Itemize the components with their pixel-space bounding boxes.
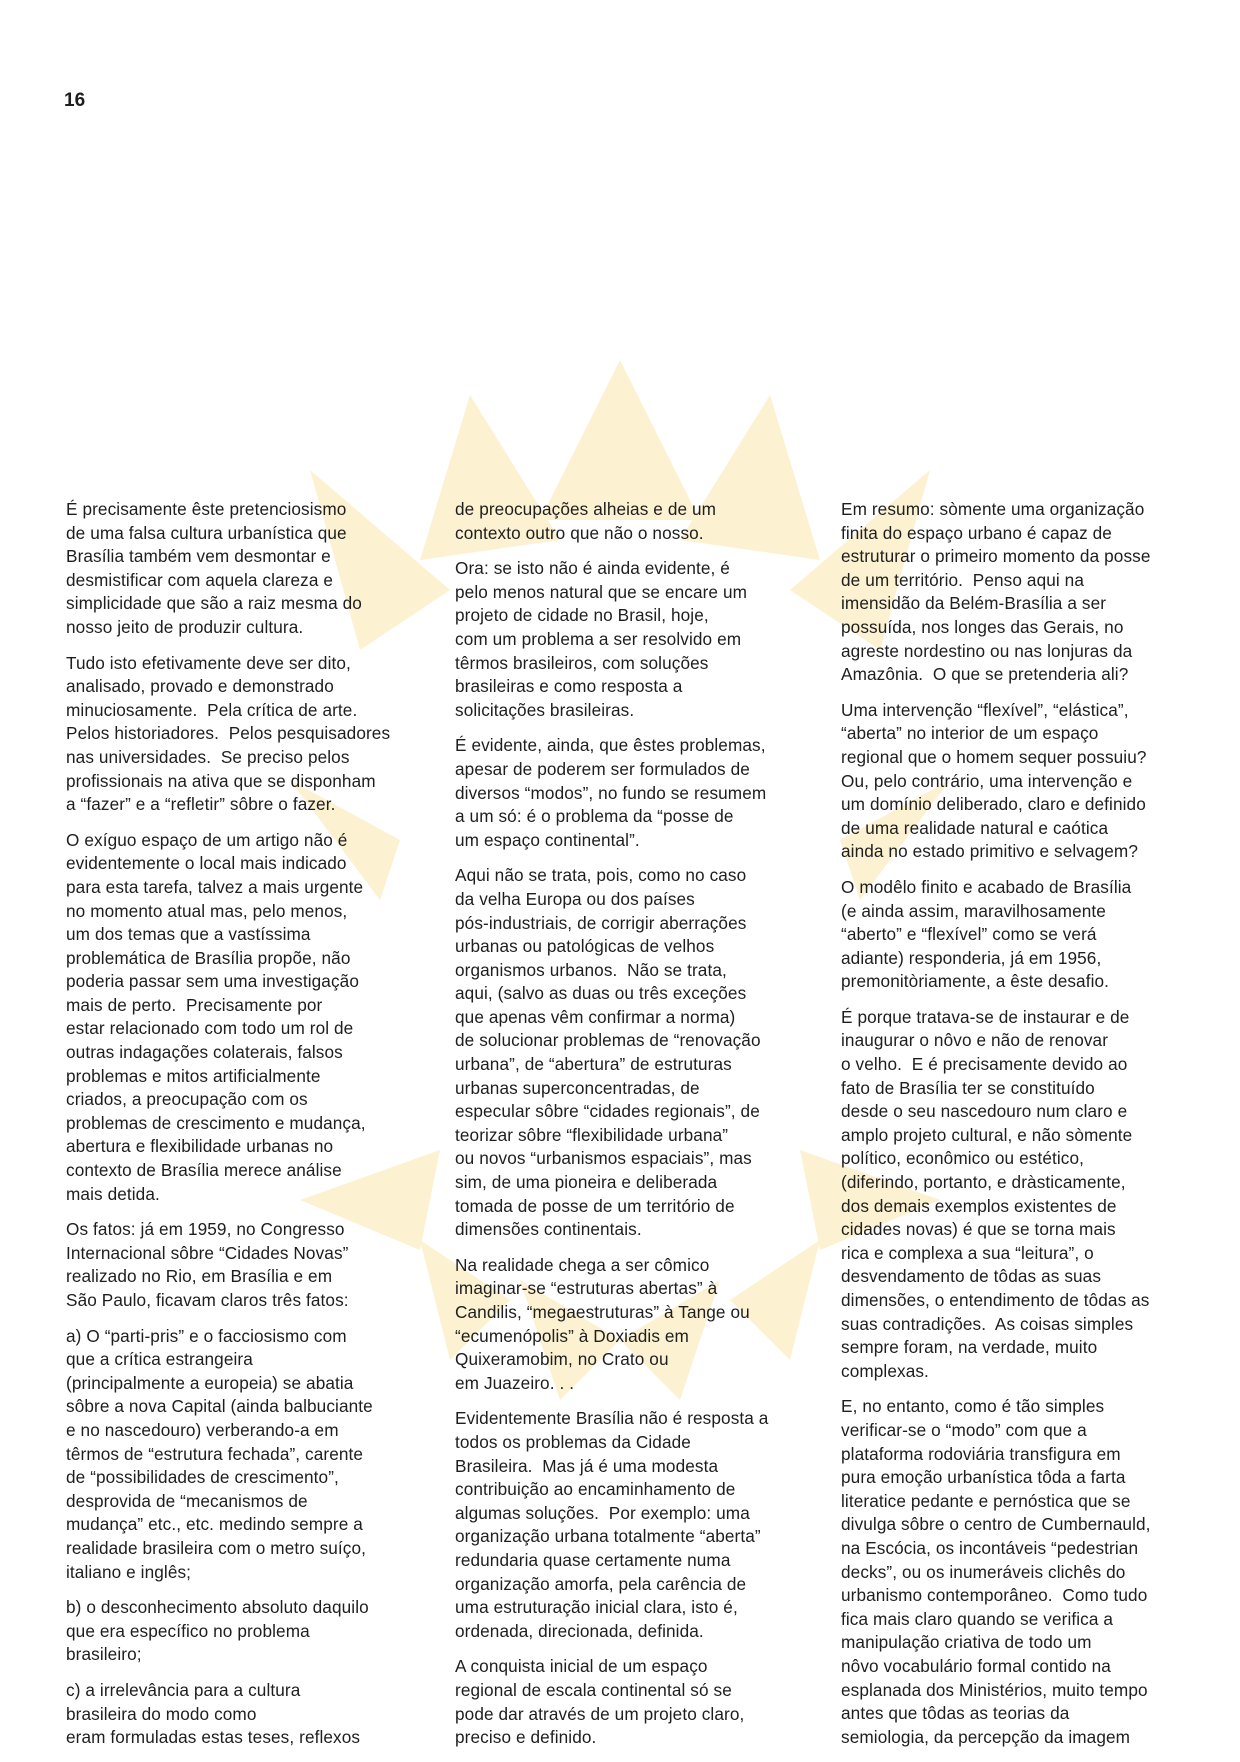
text-line: Brasileira. Mas já é uma modesta [455,1455,719,1476]
text-column-1 [66,498,411,1762]
text-line: sim, de uma pioneira e deliberada [455,1172,718,1193]
text-line: realidade brasileira com o metro suíço, [66,1537,367,1558]
text-line: problemas de crescimento e mudança, [66,1112,366,1133]
text-line: para esta tarefa, talvez a mais urgente [66,876,364,897]
text-line: Os fatos: já em 1959, no Congresso [66,1219,345,1240]
text-line: manipulação criativa de todo um [841,1632,1092,1653]
paragraph [455,1254,800,1396]
text-line: uma estruturação inicial clara, isto é, [455,1597,738,1618]
text-line: ainda no estado primitivo e selvagem? [841,841,1139,862]
text-line: de uma falsa cultura urbanística que [66,522,347,543]
text-line: Internacional sôbre “Cidades Novas” [66,1242,349,1263]
text-line: Ou, pelo contrário, uma intervenção e [841,770,1133,791]
text-line: desde o seu nascedouro num claro e [841,1101,1128,1122]
text-line: Evidentemente Brasília não é resposta a [455,1408,769,1429]
text-line: organização urbana totalmente “aberta” [455,1526,761,1547]
text-line: teorizar sôbre “flexibilidade urbana” [455,1124,729,1145]
text-line: Ora: se isto não é ainda evidente, é [455,558,730,579]
text-line: O modêlo finito e acabado de Brasília [841,876,1132,897]
paragraph [66,1218,411,1312]
text-line: c) a irrelevância para a cultura [66,1679,301,1700]
text-line: fica mais claro quando se verifica a [841,1608,1114,1629]
text-line: a) O “parti-pris” e o facciosismo com [66,1325,347,1346]
text-line: imaginar-se “estruturas abertas” à [455,1278,718,1299]
text-line: “ecumenópolis” à Doxiadis em [455,1325,689,1346]
text-line: O exíguo espaço de um artigo não é [66,829,348,850]
text-line: semiologia, da percepção da imagem [841,1726,1131,1747]
text-line: mais detida. [66,1183,160,1204]
text-line: brasileiro; [66,1644,142,1665]
text-line: adiante) responderia, já em 1956, [841,947,1102,968]
paragraph [841,498,1186,687]
text-column-2 [455,498,800,1762]
text-line: criados, a preocupação com os [66,1089,308,1110]
text-line: um dos temas que a vastíssima [66,924,311,945]
text-line: Pelos historiadores. Pelos pesquisadores [66,723,391,744]
text-line: profissionais na ativa que se disponham [66,770,376,791]
paragraph [841,1395,1186,1749]
text-line: realizado no Rio, em Brasília e em [66,1266,333,1287]
text-line: de preocupações alheias e de um [455,499,717,519]
text-line: agreste nordestino ou nas lonjuras da [841,640,1133,661]
text-line: de solucionar problemas de “renovação [455,1030,761,1051]
text-line: têrmos brasileiros, com soluções [455,652,709,673]
text-line: de “possibilidades de crescimento”, [66,1467,339,1488]
text-line: finita do espaço urbano é capaz de [841,522,1112,543]
text-line: redundaria quase certamente numa [455,1549,731,1570]
paragraph [66,498,411,640]
text-line: sôbre a nova Capital (ainda balbuciante [66,1396,373,1417]
text-line: estar relacionado com todo um rol de [66,1018,354,1039]
paragraph [66,1325,411,1585]
text-line: especular sôbre “cidades regionais”, de [455,1101,760,1122]
text-line: decks”, ou os inumeráveis clichês do [841,1561,1126,1582]
text-line: político, econômico ou estético, [841,1148,1085,1169]
text-line: italiano e inglês; [66,1561,192,1582]
text-line: estruturar o primeiro momento da posse [841,546,1151,567]
paragraph [841,876,1186,994]
text-line: Aqui não se trata, pois, como no caso [455,865,747,886]
paragraph [455,557,800,722]
text-line: brasileiras e como resposta a [455,676,683,697]
page-number: 16 [64,90,86,111]
text-line: esplanada dos Ministérios, muito tempo [841,1679,1148,1700]
text-line: A conquista inicial de um espaço [455,1656,708,1677]
text-line: contribuição ao encaminhamento de [455,1479,736,1500]
text-line: preciso e definido. [455,1727,597,1748]
text-line: todos os problemas da Cidade [455,1431,691,1452]
paragraph [66,1679,411,1750]
text-line: complexas. [841,1360,929,1381]
paragraph [455,1655,800,1749]
text-line: contexto outro que não o nosso. [455,522,704,543]
text-line: têrmos de “estrutura fechada”, carente [66,1443,364,1464]
text-line: É precisamente êste pretenciosismo [66,499,347,519]
text-line: pura emoção urbanística tôda a farta [841,1467,1126,1488]
text-line: o velho. E é precisamente devido ao [841,1054,1128,1075]
text-line: É porque tratava-se de instaurar e de [841,1006,1130,1027]
text-line: É evidente, ainda, que êstes problemas, [455,735,766,756]
text-line: (e ainda assim, maravilhosamente [841,900,1106,921]
text-line: eram formuladas estas teses, reflexos [66,1727,361,1748]
text-line: pode dar através de um projeto claro, [455,1703,745,1724]
text-line: problemas e mitos artificialmente [66,1065,321,1086]
text-line: um espaço continental”. [455,829,640,850]
text-line: de uma realidade natural e caótica [841,817,1109,838]
text-line: dos demais exemplos existentes de [841,1195,1117,1216]
text-line: possuída, nos longes das Gerais, no [841,616,1124,637]
text-line: analisado, provado e demonstrado [66,676,334,697]
text-line: poderia passar sem uma investigação [66,971,359,992]
text-line: (principalmente a europeia) se abatia [66,1372,354,1393]
text-line: projeto de cidade no Brasil, hoje, [455,605,709,626]
text-line: Brasília também vem desmontar e [66,546,331,567]
text-line: verificar-se o “modo” com que a [841,1419,1087,1440]
text-line: diversos “modos”, no fundo se resumem [455,782,767,803]
text-line: mudança” etc., etc. medindo sempre a [66,1514,363,1535]
text-column-3 [841,498,1186,1761]
text-line: Candilis, “megaestruturas” à Tange ou [455,1302,750,1322]
text-line: apesar de poderem ser formulados de [455,758,750,779]
text-line: nôvo vocabulário formal contido na [841,1655,1111,1676]
text-line: urbanas superconcentradas, de [455,1077,700,1098]
text-line: nosso jeito de produzir cultura. [66,616,304,637]
text-line: Amazônia. O que se pretenderia ali? [841,664,1129,685]
text-line: minuciosamente. Pela crítica de arte. [66,699,358,720]
text-line: com um problema a ser resolvido em [455,628,742,649]
paragraph [455,734,800,852]
text-line: um domínio deliberado, claro e definido [841,794,1146,815]
text-line: sempre foram, na verdade, muito [841,1337,1098,1358]
text-line: e no nascedouro) verberando-a em [66,1419,339,1440]
text-line: desvendamento de tôdas as suas [841,1266,1102,1287]
text-line: E, no entanto, como é tão simples [841,1396,1105,1417]
text-line: pós-industriais, de corrigir aberrações [455,912,747,933]
text-line: Uma intervenção “flexível”, “elástica”, [841,699,1129,720]
text-line: regional que o homem sequer possuiu? [841,746,1147,767]
text-line: Quixeramobim, no Crato ou [455,1349,669,1370]
text-line: amplo projeto cultural, e não sòmente [841,1124,1133,1145]
paragraph [66,1596,411,1667]
text-line: no momento atual mas, pelo menos, [66,900,348,921]
text-line: pelo menos natural que se encare um [455,581,748,602]
text-line: ordenada, direcionada, definida. [455,1620,704,1641]
text-line: na Escócia, os incontáveis “pedestrian [841,1537,1139,1558]
text-line: desmistificar com aquela clareza e [66,569,334,590]
text-line: (diferindo, portanto, e dràsticamente, [841,1172,1126,1193]
text-line: regional de escala continental só se [455,1679,732,1700]
text-line: São Paulo, ficavam claros três fatos: [66,1290,349,1310]
text-line: abertura e flexibilidade urbanas no [66,1136,334,1157]
text-line: mais de perto. Precisamente por [66,994,323,1015]
text-line: literatice pedante e pernóstica que se [841,1490,1131,1511]
text-line: inaugurar o nôvo e não de renovar [841,1030,1109,1051]
text-line: b) o desconhecimento absoluto daquilo [66,1597,369,1618]
text-line: rica e complexa a sua “leitura”, o [841,1242,1094,1263]
text-line: dimensões, o entendimento de tôdas as [841,1290,1150,1310]
text-line: urbana”, de “abertura” de estruturas [455,1054,732,1075]
text-line: cidades novas) é que se torna mais [841,1219,1116,1240]
paragraph [66,652,411,817]
text-line: urbanas ou patológicas de velhos [455,936,715,957]
paragraph [455,864,800,1242]
text-line: divulga sôbre o centro de Cumbernauld, [841,1514,1151,1535]
text-line: “aberta” no interior de um espaço [841,723,1099,744]
text-line: algumas soluções. Por exemplo: uma [455,1502,750,1523]
text-line: brasileira do modo como [66,1703,257,1724]
text-line: urbanismo contemporâneo. Como tudo [841,1585,1148,1606]
text-line: contexto de Brasília merece análise [66,1160,342,1181]
text-line: tomada de posse de um território de [455,1195,735,1216]
text-line: imensidão da Belém-Brasília a ser [841,593,1107,614]
text-line: outras indagações colaterais, falsos [66,1042,343,1063]
text-line: desprovida de “mecanismos de [66,1490,308,1511]
text-line: dimensões continentais. [455,1219,642,1240]
text-line: problemática de Brasília propõe, não [66,947,351,968]
text-line: organização amorfa, pela carência de [455,1573,747,1594]
text-line: organismos urbanos. Não se trata, [455,959,727,980]
text-line: Tudo isto efetivamente deve ser dito, [66,652,351,673]
text-line: Em resumo: sòmente uma organização [841,499,1145,519]
text-line: antes que tôdas as teorias da [841,1703,1070,1724]
text-line: que apenas vêm confirmar a norma) [455,1006,736,1027]
text-line: ou novos “urbanismos espaciais”, mas [455,1148,752,1169]
text-line: nas universidades. Se preciso pelos [66,746,350,767]
paragraph [66,829,411,1207]
text-line: Na realidade chega a ser cômico [455,1254,710,1275]
text-line: que a crítica estrangeira [66,1349,253,1370]
paragraph [455,1407,800,1643]
text-line: a um só: é o problema da “posse de [455,806,734,827]
text-line: em Juazeiro. . . [455,1372,575,1393]
text-line: de um território. Penso aqui na [841,569,1085,590]
paragraph [841,699,1186,864]
text-line: simplicidade que são a raiz mesma do [66,593,362,614]
paragraph [841,1006,1186,1384]
text-line: que era específico no problema [66,1620,310,1641]
text-line: a “fazer” e a “refletir” sôbre o fazer. [66,794,336,815]
text-line: “aberto” e “flexível” como se verá [841,924,1097,945]
text-line: plataforma rodoviária transfigura em [841,1443,1121,1464]
paragraph [455,498,800,545]
text-line: evidentemente o local mais indicado [66,853,347,874]
text-line: premonitòriamente, a êste desafio. [841,971,1110,992]
text-line: aqui, (salvo as duas ou três exceções [455,983,747,1004]
text-line: suas contradições. As coisas simples [841,1313,1134,1334]
text-line: da velha Europa ou dos países [455,888,695,909]
text-line: solicitações brasileiras. [455,699,635,720]
text-line: fato de Brasília ter se constituído [841,1077,1095,1098]
